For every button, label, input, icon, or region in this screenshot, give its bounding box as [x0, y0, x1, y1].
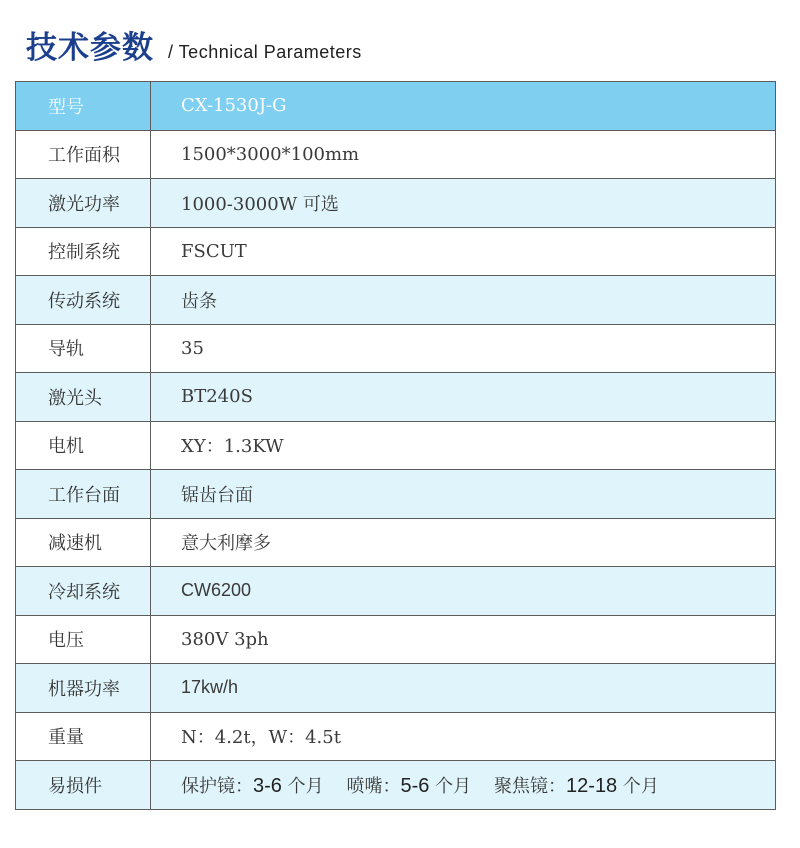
table-row [16, 567, 776, 616]
consumable-months: 12-18 [566, 774, 618, 797]
consumable-label: 个月 聚焦镜： [429, 775, 567, 797]
table-header-row [16, 82, 776, 131]
param-name: 工作台面 [16, 470, 151, 519]
consumable-months: 3-6 [253, 774, 282, 797]
consumable-label: 保护镜： [181, 775, 253, 797]
param-value: 17kw/h [151, 664, 776, 713]
table-row [16, 130, 776, 179]
param-name: 传动系统 [16, 276, 151, 325]
param-value: 380V 3ph [151, 615, 776, 664]
param-name: 工作面积 [16, 130, 151, 179]
param-value: BT240S [151, 373, 776, 422]
param-name: 导轨 [16, 324, 151, 373]
param-name: 易损件 [16, 761, 151, 810]
param-value: 1000-3000W 可选 [151, 179, 776, 228]
table-row [16, 470, 776, 519]
table-row [16, 518, 776, 567]
param-value: FSCUT [151, 227, 776, 276]
param-value: 35 [151, 324, 776, 373]
table-row [16, 227, 776, 276]
param-name: 激光功率 [16, 179, 151, 228]
param-name: 冷却系统 [16, 567, 151, 616]
consumable-label: 个月 [617, 775, 659, 797]
table-row [16, 664, 776, 713]
param-value: 齿条 [151, 276, 776, 325]
param-name: 减速机 [16, 518, 151, 567]
param-value: XY：1.3KW [151, 421, 776, 470]
param-value: 意大利摩多 [151, 518, 776, 567]
table-row [16, 615, 776, 664]
param-name: 电机 [16, 421, 151, 470]
param-value: 锯齿台面 [151, 470, 776, 519]
table-row [16, 761, 776, 810]
spec-table [15, 81, 776, 810]
table-row [16, 179, 776, 228]
param-value: 1500*3000*100mm [151, 130, 776, 179]
param-name: 激光头 [16, 373, 151, 422]
table-row [16, 373, 776, 422]
param-name: 控制系统 [16, 227, 151, 276]
param-value: CW6200 [151, 567, 776, 616]
page-header [26, 22, 362, 66]
param-value: N：4.2t，W：4.5t [151, 712, 776, 761]
param-name: 重量 [16, 712, 151, 761]
table-row [16, 276, 776, 325]
consumable-label: 个月 喷嘴： [281, 775, 401, 797]
page-subtitle: / Technical Parameters [168, 42, 362, 62]
param-value-consumables [151, 761, 776, 810]
page-title: 技术参数 [26, 30, 154, 66]
param-name: 型号 [16, 82, 151, 131]
table-row [16, 324, 776, 373]
table-row [16, 712, 776, 761]
table-row [16, 421, 776, 470]
param-value: CX-1530J-G [151, 82, 776, 131]
param-name: 机器功率 [16, 664, 151, 713]
param-name: 电压 [16, 615, 151, 664]
consumable-months: 5-6 [400, 774, 430, 797]
